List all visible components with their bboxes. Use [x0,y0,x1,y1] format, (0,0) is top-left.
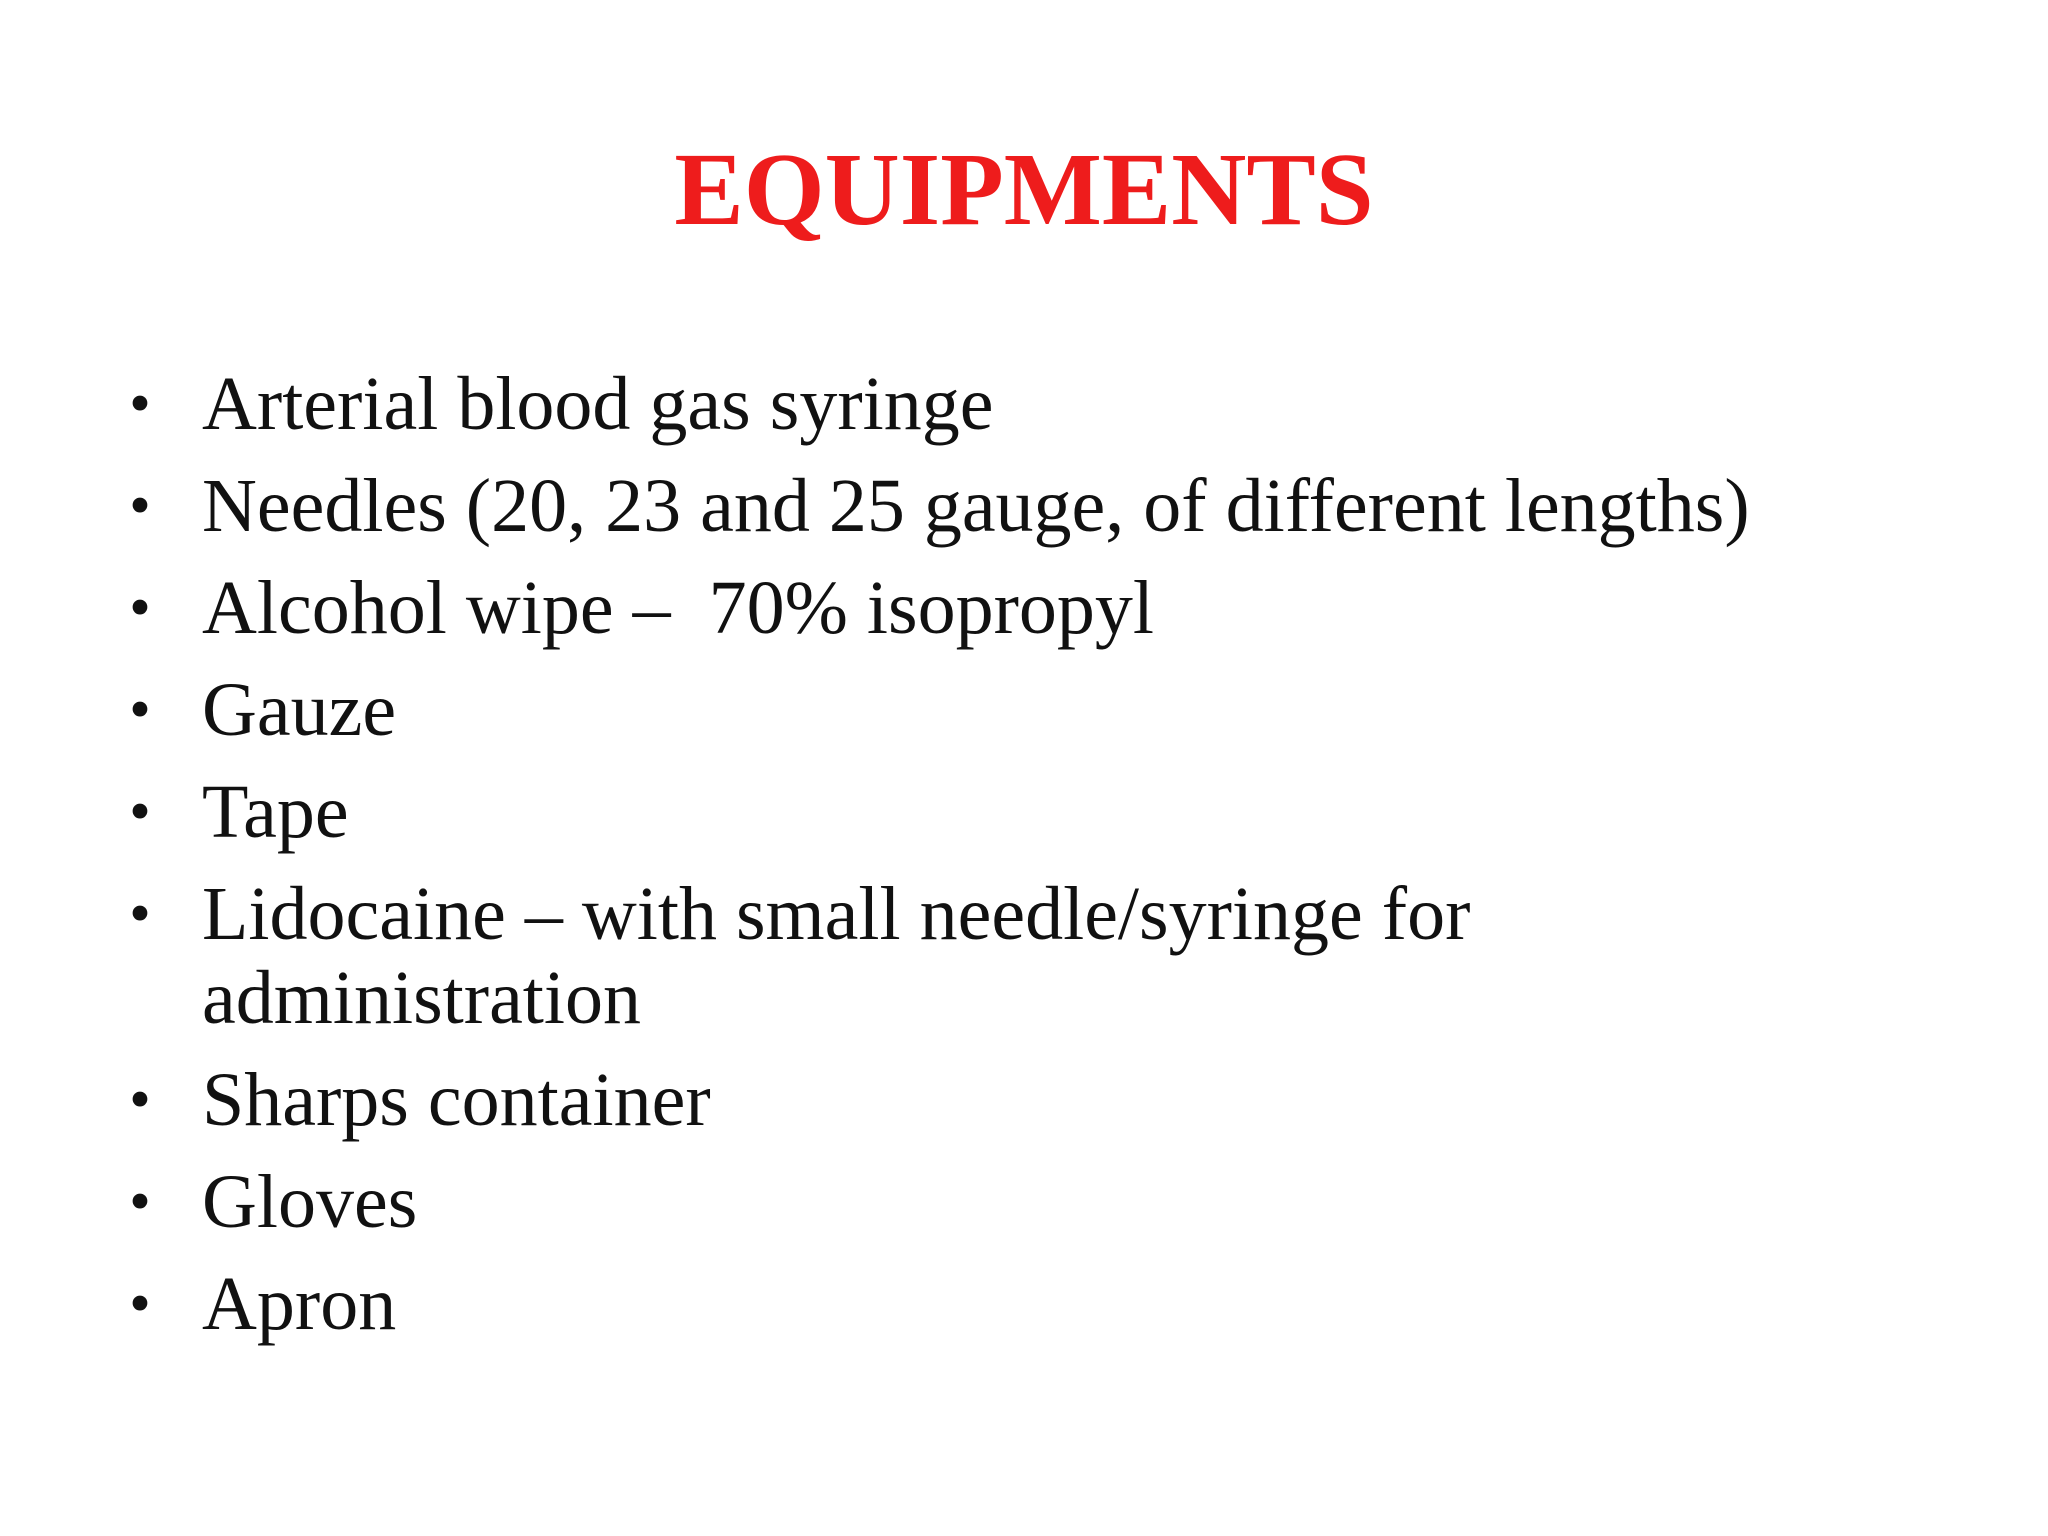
list-item-text: Gauze [202,668,397,752]
list-item [120,1262,1960,1346]
bullet-icon: • [129,472,151,540]
list-item-text: Gloves [202,1160,418,1244]
list-item-text: Tape [202,770,349,854]
bullet-icon: • [129,676,151,744]
bullet-icon: • [129,1270,151,1338]
list-item-text: Sharps container [202,1058,711,1142]
equipment-list [120,362,1960,1364]
slide-title: EQUIPMENTS [674,132,1374,247]
bullet-icon: • [129,370,151,438]
list-item [120,770,1960,854]
bullet-icon: • [129,778,151,846]
bullet-icon: • [129,1168,151,1236]
list-item [120,566,1960,650]
list-item-text: Lidocaine – with small needle/syringe for administration [202,872,1471,1040]
bullet-icon: • [129,1066,151,1134]
list-item-text: Apron [202,1262,397,1346]
bullet-icon: • [129,880,151,948]
bullet-icon: • [129,574,151,642]
list-item [120,1058,1960,1142]
list-item-text: Needles (20, 23 and 25 gauge, of different lengths) [202,464,1750,548]
list-item-text: Arterial blood gas syringe [202,362,994,446]
list-item [120,362,1960,446]
list-item [120,1160,1960,1244]
list-item [120,464,1960,548]
list-item [120,668,1960,752]
list-item [120,872,1960,1040]
list-item-text: Alcohol wipe – 70% isopropyl [202,566,1155,650]
